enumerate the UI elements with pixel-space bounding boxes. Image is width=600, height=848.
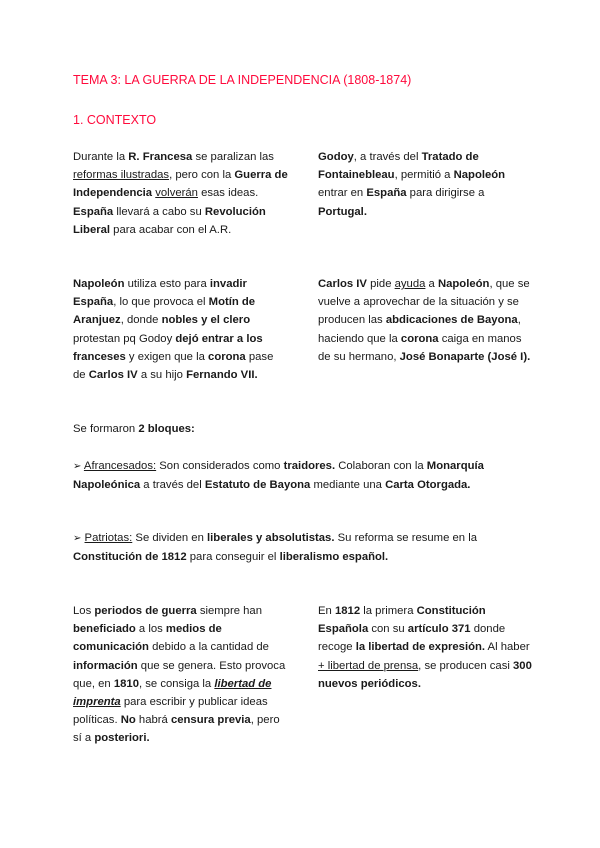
paragraph-blocks-intro: Se formaron 2 bloques: [73, 423, 195, 435]
paragraph-godoy: Godoy, a través del Tratado de Fontainebleau, permitió a Napoleón entrar en España para dirigirse a Portugal. [318, 151, 506, 218]
arrow-bullet-icon: ➢ [73, 533, 82, 544]
paragraph-carlos-iv: Carlos IV pide ayuda a Napoleón, que se vuelve a aprovechar de la situación y se producen las abdicaciones de Bayona, haciendo que la corona caiga en manos de su hermano, José Bonaparte (José I). [318, 278, 531, 363]
section-heading: 1. CONTEXTO [73, 113, 157, 127]
paragraph-constitution-1812: En 1812 la primera Constitución Española con su artículo 371 donde recoge la libertad de expresión. Al haber + libertad de prensa, se producen casi 300 nuevos periódicos. [318, 605, 532, 690]
document-title: TEMA 3: LA GUERRA DE LA INDEPENDENCIA (1808-1874) [73, 73, 412, 87]
list-item-afrancesados: ➢ Afrancesados: Son considerados como traidores. Colaboran con la Monarquía Napoleónica a través del Estatuto de Bayona mediante una Carta Otorgada. [73, 460, 484, 492]
arrow-bullet-icon: ➢ [73, 461, 82, 472]
paragraph-french-revolution: Durante la R. Francesa se paralizan las reformas ilustradas, pero con la Guerra de Independencia volverán esas ideas. España llevará a cabo su Revolución Liberal para acabar con el A.R. [73, 151, 288, 236]
paragraph-war-periods: Los periodos de guerra siempre han beneficiado a los medios de comunicación debido a la cantidad de información que se genera. Esto provoca que, en 1810, se consiga la libertad de imprenta para escribir y publicar ideas políticas. No habrá censura previa, pero sí a posteriori. [73, 605, 286, 745]
list-item-patriotas: ➢ Patriotas: Se dividen en liberales y absolutistas. Su reforma se resume en la Constitución de 1812 para conseguir el liberalismo español. [73, 532, 478, 564]
paragraph-napoleon: Napoleón utiliza esto para invadir España, lo que provoca el Motín de Aranjuez, donde nobles y el clero protestan pq Godoy dejó entrar a los franceses y exigen que la corona pase de Carlos IV a su hijo Fernando VII. [73, 278, 274, 382]
